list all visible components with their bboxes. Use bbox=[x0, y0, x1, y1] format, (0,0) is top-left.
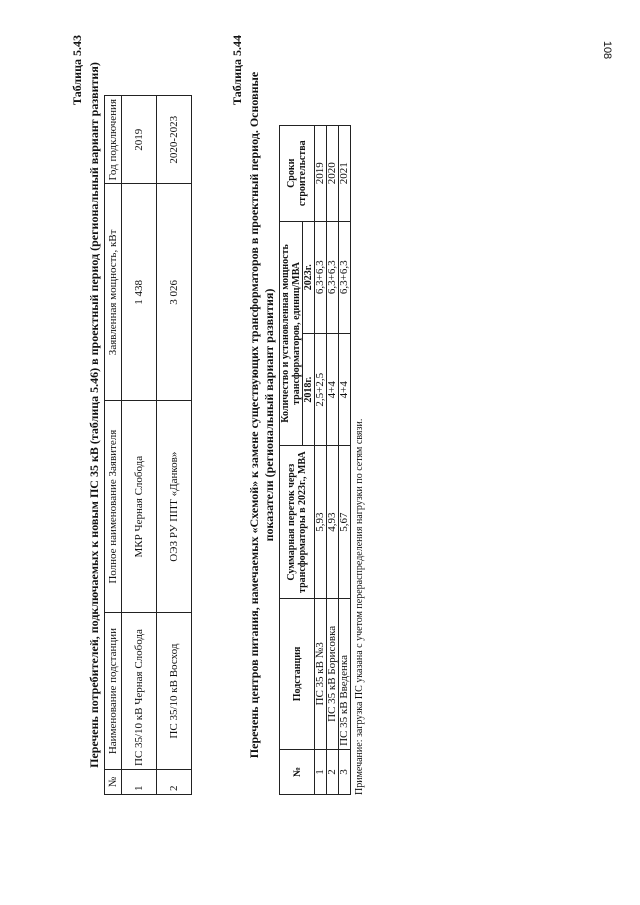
table-note: Примечание: загрузка ПС указана с учетом перераспределения нагрузки по сетям связи. bbox=[354, 418, 365, 795]
cell-2023: 6,3+6,3 bbox=[315, 221, 327, 333]
cell-2023: 6,3+6,3 bbox=[327, 221, 339, 333]
cell-substation: ПС 35 кВ Борисовка bbox=[327, 598, 339, 749]
cell-flow: 5,93 bbox=[315, 446, 327, 598]
table-5-44-title: Перечень центров питания, намечаемых «Схемой» к замене существующих трансформаторов в проектный период. Основные показатели (региональный вариант развития) bbox=[247, 71, 276, 759]
table-row bbox=[157, 96, 192, 795]
cell-substation: ПС 35 кВ Введенка bbox=[339, 598, 351, 749]
table-5-43-title: Перечень потребителей, подключаемых к новым ПС 35 кВ (таблица 5.46) в проектный период (региональный вариант развития) bbox=[87, 62, 101, 768]
table-row bbox=[315, 126, 327, 795]
cell-power: 3 026 bbox=[157, 184, 192, 401]
cell-year: 2020-2023 bbox=[157, 96, 192, 184]
cell-substation: ПС 35/10 кВ Черная Слобода bbox=[122, 613, 157, 770]
cell-year: 2019 bbox=[122, 96, 157, 184]
col-header-applicant: Полное наименование Заявителя bbox=[105, 401, 122, 613]
col-header-num: № bbox=[105, 770, 122, 795]
col-header-power: Заявленная мощность, кВт bbox=[105, 184, 122, 401]
cell-applicant: ОЭЗ РУ ППТ «Данков» bbox=[157, 401, 192, 613]
page-number: 108 bbox=[600, 40, 613, 60]
table-row bbox=[122, 96, 157, 795]
cell-terms: 2019 bbox=[315, 126, 327, 222]
table-5-43-caption: Таблица 5.43 bbox=[70, 35, 84, 105]
col-header-year: Год подключения bbox=[105, 96, 122, 184]
table-row bbox=[339, 126, 351, 795]
table-5-43-section bbox=[70, 35, 192, 795]
cell-terms: 2021 bbox=[339, 126, 351, 222]
col-header-flow: Суммарная переток через трансформаторы в 2023г., МВА bbox=[280, 446, 315, 598]
table-5-44-section bbox=[230, 35, 365, 795]
cell-num: 2 bbox=[157, 770, 192, 795]
table-5-44-caption: Таблица 5.44 bbox=[230, 35, 244, 105]
cell-substation: ПС 35 кВ №3 bbox=[315, 598, 327, 749]
table-header-row bbox=[105, 96, 122, 795]
col-header-substation: Наименование подстанции bbox=[105, 613, 122, 770]
cell-2018: 2,5+2,5 bbox=[315, 333, 327, 445]
cell-2018: 4+4 bbox=[327, 333, 339, 445]
cell-num: 1 bbox=[122, 770, 157, 795]
col-header-substation: Подстанция bbox=[280, 598, 315, 749]
cell-flow: 5,67 bbox=[339, 446, 351, 598]
col-header-num: № bbox=[280, 749, 315, 794]
cell-terms: 2020 bbox=[327, 126, 339, 222]
table-row bbox=[327, 126, 339, 795]
rotated-page-content bbox=[70, 35, 365, 795]
table-header-row bbox=[280, 126, 303, 795]
cell-2018: 4+4 bbox=[339, 333, 351, 445]
table-5-43 bbox=[104, 95, 192, 795]
cell-num: 2 bbox=[327, 749, 339, 794]
col-header-2018: 2018г. bbox=[303, 333, 315, 445]
col-header-2023: 2023г. bbox=[303, 221, 315, 333]
cell-num: 3 bbox=[339, 749, 351, 794]
cell-num: 1 bbox=[315, 749, 327, 794]
col-header-capacity: Количество и установленная мощность трансформаторов, единиц/МВА bbox=[280, 221, 303, 446]
cell-flow: 4,93 bbox=[327, 446, 339, 598]
cell-substation: ПС 35/10 кВ Восход bbox=[157, 613, 192, 770]
cell-applicant: МКР Черная Слобода bbox=[122, 401, 157, 613]
col-header-terms: Сроки строительства bbox=[280, 126, 315, 222]
cell-2023: 6,3+6,3 bbox=[339, 221, 351, 333]
cell-power: 1 438 bbox=[122, 184, 157, 401]
table-5-44 bbox=[279, 125, 351, 795]
